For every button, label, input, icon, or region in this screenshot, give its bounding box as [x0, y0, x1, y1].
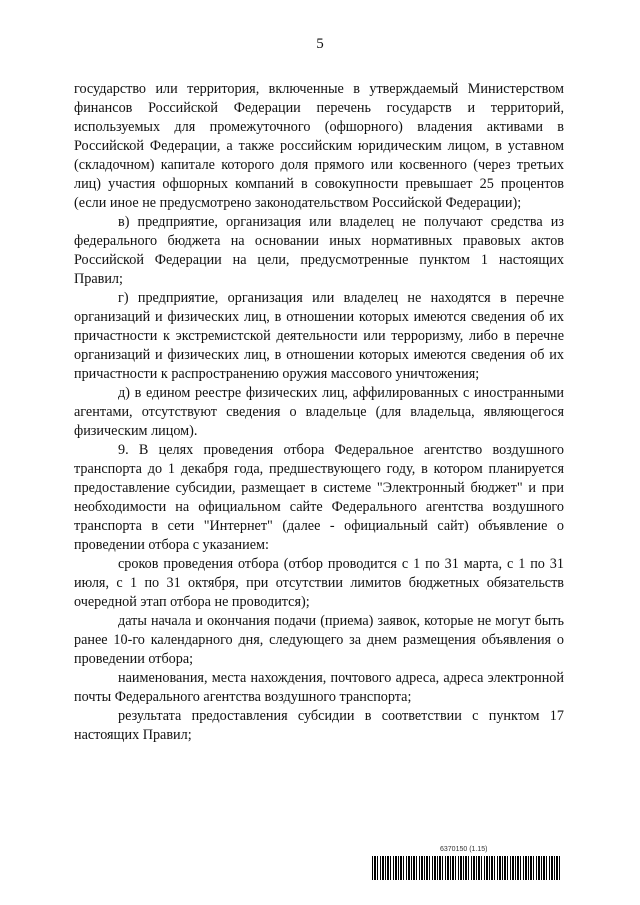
paragraph-item-g: г) предприятие, организация или владелец не находятся в перечне организаций и физических лиц, в отношении которых имеются сведения об их причастности к экстремистской деятельности или терроризму, либо в перечне организаций и физических лиц, в отношении которых имеются сведения об их причастности к распространению оружия массового уничтожения; [74, 290, 564, 382]
barcode [372, 856, 562, 880]
paragraph-item-d: д) в едином реестре физических лиц, аффилированных с иностранными агентами, отсутствуют сведения о владельце (для владельца, являющегося физическим лицом). [74, 385, 564, 439]
paragraph-selection-dates: сроков проведения отбора (отбор проводится с 1 по 31 марта, с 1 по 31 июля, с 1 по 31 октября, при отсутствии лимитов бюджетных обязательств очередной этап отбора не проводится); [74, 556, 564, 610]
paragraph-agency-address: наименования, места нахождения, почтового адреса, адреса электронной почты Федерального агентства воздушного транспорта; [74, 670, 564, 705]
paragraph-clause-9: 9. В целях проведения отбора Федеральное агентство воздушного транспорта до 1 декабря года, предшествующего году, в котором планируется предоставление субсидии, размещает в системе "Электронный бюджет" и при необходимости на официальном сайте Федерального агентства воздушного транспорта в сети "Интернет" (далее - официальный сайт) объявление о проведении отбора с указанием: [74, 442, 564, 553]
paragraph-subsidy-result: результата предоставления субсидии в соответствии с пунктом 17 настоящих Правил; [74, 708, 564, 743]
paragraph-item-v: в) предприятие, организация или владелец не получают средства из федерального бюджета на основании иных нормативных правовых актов Российской Федерации на цели, предусмотренные пунктом 1 настоящих Правил; [74, 214, 564, 287]
document-body [74, 80, 564, 745]
document-code: 6370150 (1.15) [440, 846, 488, 853]
paragraph-continuation: государство или территория, включенные в утверждаемый Министерством финансов Российской Федерации перечень государств и территорий, используемых для промежуточного (офшорного) владения активами в Российской Федерации, а также российским юридическим лицом, в уставном (складочном) капитале которого доля прямого или косвенного (через третьих лиц) участия офшорных компаний в совокупности превышает 25 процентов (если иное не предусмотрено законодательством Российской Федерации); [74, 81, 564, 211]
paragraph-application-dates: даты начала и окончания подачи (приема) заявок, которые не могут быть ранее 10-го календарного дня, следующего за днем размещения объявления о проведении отбора; [74, 613, 564, 667]
page-number: 5 [316, 36, 324, 52]
